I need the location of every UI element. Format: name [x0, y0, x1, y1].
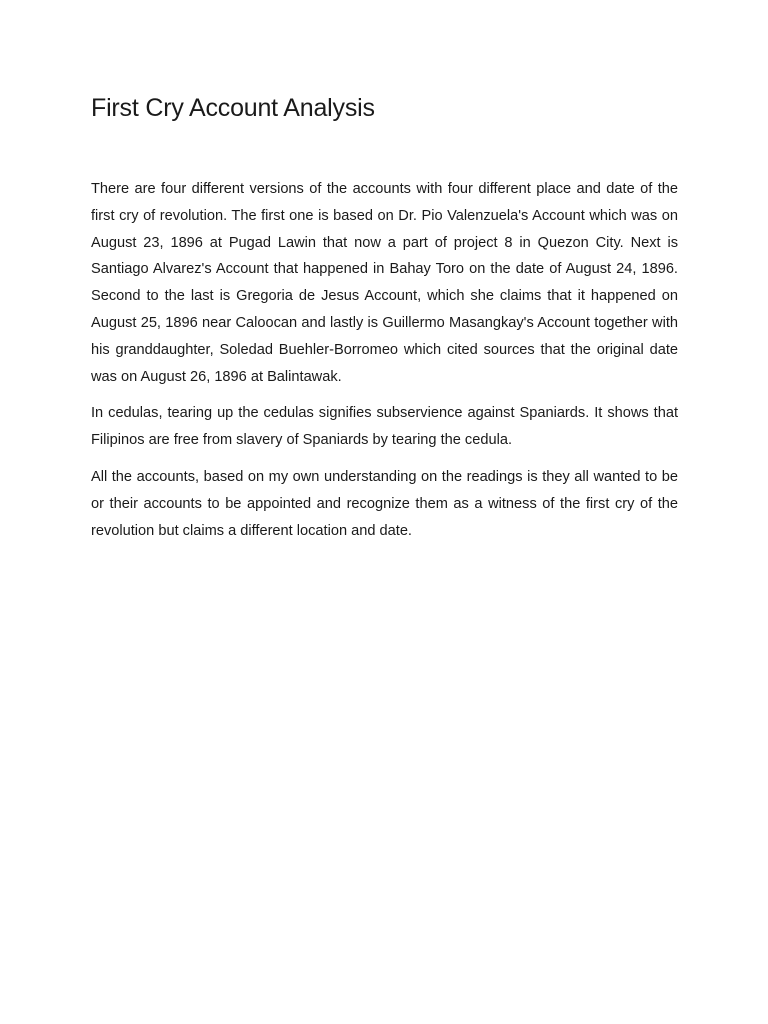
paragraph-accounts: There are four different versions of the accounts with four different place and date of the first cry of revolution. The first one is based on Dr. Pio Valenzuela's Account which was on August 23, 1896 at Pugad Lawin that now a part of project 8 in Quezon City. Next is Santiago Alvarez's Account that happened in Bahay Toro on the date of August 24, 1896. Second to the last is Gregoria de Jesus Account, which she claims that it happened on August 25, 1896 near Caloocan and lastly is Guillermo Masangkay's Account together with his granddaughter, Soledad Buehler-Borromeo which cited sources that the original date was on August 26, 1896 at Balintawak.: [91, 181, 678, 385]
document-body: [91, 90, 678, 544]
document-title: First Cry Account Analysis: [91, 94, 375, 122]
paragraph-conclusion: All the accounts, based on my own understanding on the readings is they all wanted to be or their accounts to be appointed and recognize them as a witness of the first cry of the revolution but claims a different location and date.: [91, 468, 678, 539]
paragraph-cedulas: In cedulas, tearing up the cedulas signifies subservience against Spaniards. It shows that Filipinos are free from slavery of Spaniards by tearing the cedula.: [91, 405, 678, 449]
